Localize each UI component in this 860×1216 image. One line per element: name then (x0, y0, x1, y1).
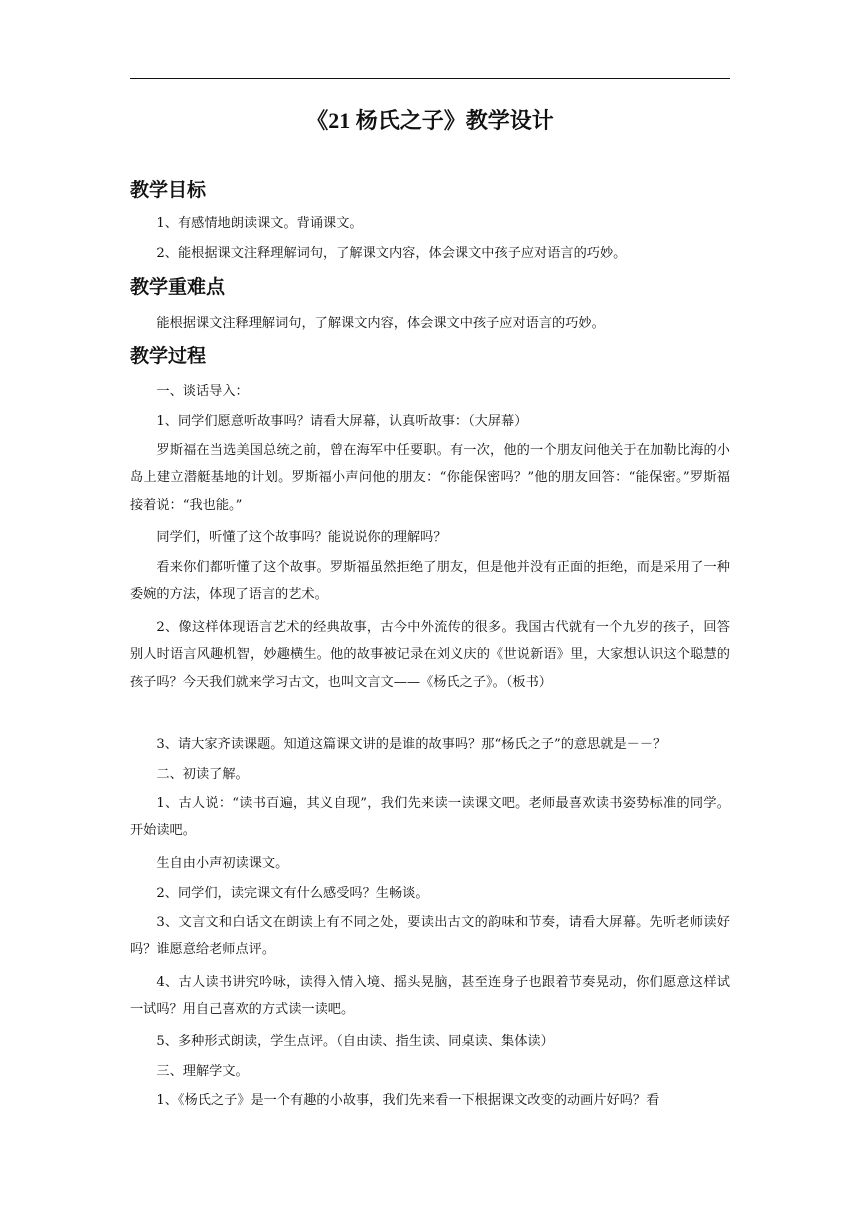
section-heading-goals: 教学目标 (130, 179, 207, 201)
header-rule (130, 78, 730, 79)
paragraph: 能根据课文注释理解词句，了解课文内容，体会课文中孩子应对语言的巧妙。 (156, 316, 605, 331)
section-heading-process: 教学过程 (130, 345, 207, 367)
paragraph: 4、古人读书讲究吟咏，读得入情入境、摇头晃脑，甚至连身子也跟着节奏晃动，你们愿意这样试一试吗？用自己喜欢的方式读一读吧。 (130, 975, 730, 1018)
paragraph: 生自由小声初读课文。 (156, 856, 289, 871)
paragraph: 罗斯福在当选美国总统之前，曾在海军中任要职。有一次，他的一个朋友问他关于在加勒比海的小岛上建立潜艇基地的计划。罗斯福小声问他的朋友：“你能保密吗？”他的朋友回答：“能保密。”罗斯福接着说：“我也能。” (130, 443, 730, 513)
paragraph: 1、古人说：“读书百遍，其义自现”，我们先来读一读课文吧。老师最喜欢读书姿势标准的同学。开始读吧。 (130, 796, 730, 839)
paragraph: 同学们，听懂了这个故事吗？能说说你的理解吗？ (156, 530, 447, 545)
paragraph: 1、同学们愿意听故事吗？请看大屏幕，认真听故事：（大屏幕） (156, 414, 528, 429)
paragraph: 一、谈话导入： (156, 384, 249, 399)
paragraph: 2、同学们，读完课文有什么感受吗？生畅谈。 (156, 886, 429, 901)
paragraph: 看来你们都听懂了这个故事。罗斯福虽然拒绝了朋友，但是他并没有正面的拒绝，而是采用了一种委婉的方法，体现了语言的艺术。 (130, 560, 730, 603)
paragraph: 二、初读了解。 (156, 767, 249, 782)
paragraph: 3、文言文和白话文在朗读上有不同之处，要读出古文的韵味和节奏，请看大屏幕。先听老师读好吗？谁愿意给老师点评。 (130, 915, 730, 958)
paragraph: 5、多种形式朗读，学生点评。（自由读、指生读、同桌读、集体读） (156, 1034, 554, 1049)
paragraph: 3、请大家齐读课题。知道这篇课文讲的是谁的故事吗？那“杨氏之子”的意思就是－－？ (156, 737, 667, 752)
section-heading-key-points: 教学重难点 (130, 276, 226, 298)
paragraph: 三、理解学文。 (156, 1064, 249, 1079)
paragraph: 2、能根据课文注释理解词句，了解课文内容，体会课文中孩子应对语言的巧妙。 (156, 246, 627, 261)
paragraph: 2、像这样体现语言艺术的经典故事，古今中外流传的很多。我国古代就有一个九岁的孩子，回答别人时语言风趣机智，妙趣横生。他的故事被记录在刘义庆的《世说新语》里，大家想认识这个聪慧的孩子吗？今天我们就来学习古文，也叫文言文——《杨氏之子》。（板书） (130, 620, 730, 690)
document-title: 《21 杨氏之子》教学设计 (306, 108, 554, 133)
paragraph: 1、有感情地朗读课文。背诵课文。 (156, 216, 363, 231)
paragraph: 1、《杨氏之子》是一个有趣的小故事，我们先来看一下根据课文改变的动画片好吗？看 (156, 1093, 660, 1108)
